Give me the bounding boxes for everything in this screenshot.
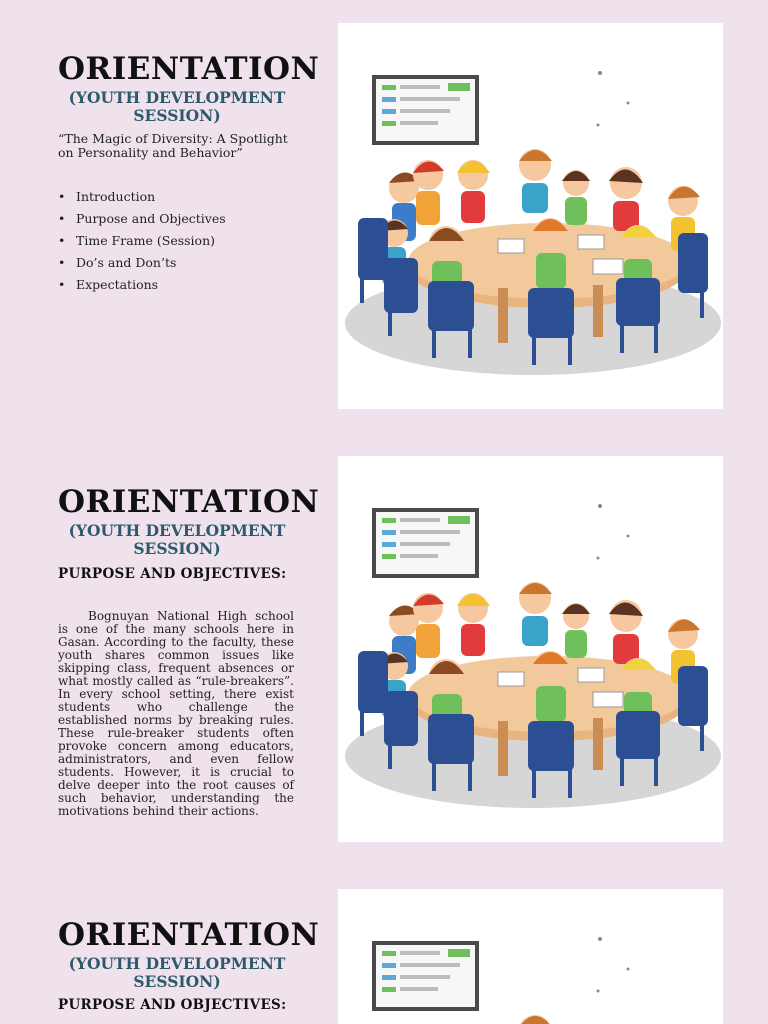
section-heading: PURPOSE AND OBJECTIVES: bbox=[58, 566, 287, 582]
classroom-illustration bbox=[338, 889, 723, 1024]
slide-title: ORIENTATION bbox=[58, 484, 320, 520]
classroom-illustration bbox=[338, 456, 723, 842]
slide-2 bbox=[0, 433, 768, 866]
list-item: • Expectations bbox=[58, 274, 226, 296]
list-item: • Purpose and Objectives bbox=[58, 208, 226, 230]
slide-title: ORIENTATION bbox=[58, 51, 320, 87]
agenda-list bbox=[58, 186, 226, 296]
section-heading: PURPOSE AND OBJECTIVES: bbox=[58, 997, 287, 1013]
list-item: • Introduction bbox=[58, 186, 226, 208]
slide-subtitle: (YOUTH DEVELOPMENT SESSION) bbox=[68, 954, 286, 991]
slide-1 bbox=[0, 0, 768, 433]
purpose-paragraph: Bognuyan National High school is one of the many schools here in Gasan. According to the faculty, these youth shares common issues like skipping class, frequent absences or what mostly called as “rule-breakers”. In every school setting, there exist students who challenge the established norms by breaking rules. These rule-breaker students often provoke concern among educators, administrators, and even fellow students. However, it is crucial to delve deeper into the root causes of such behavior, understanding the motivations behind their actions. bbox=[58, 609, 294, 818]
list-item: • Time Frame (Session) bbox=[58, 230, 226, 252]
list-item: • Do’s and Don’ts bbox=[58, 252, 226, 274]
slide-subtitle: (YOUTH DEVELOPMENT SESSION) bbox=[68, 88, 286, 125]
slide-title: ORIENTATION bbox=[58, 917, 320, 953]
slide-3 bbox=[0, 866, 768, 1024]
classroom-illustration bbox=[338, 23, 723, 409]
session-theme-quote: “The Magic of Diversity: A Spotlight on Personality and Behavior” bbox=[58, 131, 288, 160]
slide-subtitle: (YOUTH DEVELOPMENT SESSION) bbox=[68, 521, 286, 558]
